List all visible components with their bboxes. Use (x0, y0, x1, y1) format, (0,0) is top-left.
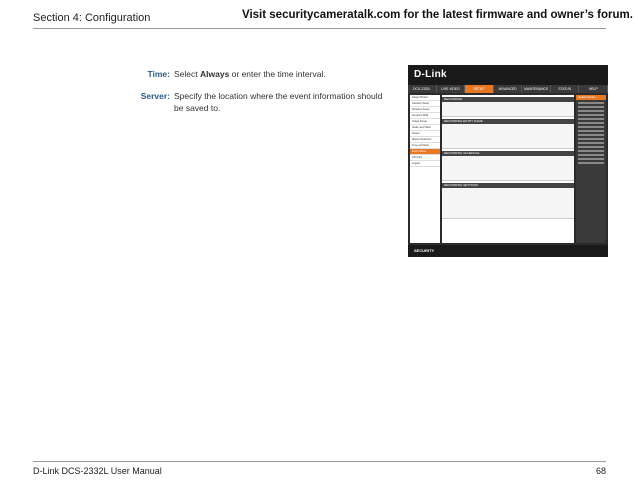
footer-divider (33, 461, 606, 462)
panel-body (442, 102, 574, 117)
side-item: Image Setup (410, 119, 440, 125)
definition-term: Time: (147, 69, 170, 79)
side-item: Network Setup (410, 101, 440, 107)
side-item: Audio and Video (410, 125, 440, 131)
page-number: 68 (595, 466, 606, 476)
side-item-active: Event Setup (410, 149, 440, 155)
nav-item: HELP (579, 85, 608, 93)
nav-item: STATUS (551, 85, 580, 93)
dlink-logo: D-Link (414, 69, 447, 80)
side-item: Dynamic DNS (410, 113, 440, 119)
panel-header: RECORDING (442, 97, 574, 102)
nav-item: DCS-2332L (408, 85, 437, 93)
nav-item: LIVE VIDEO (437, 85, 466, 93)
nav-item: ADVANCED (494, 85, 523, 93)
definition-description: Select Always or enter the time interval. (174, 69, 326, 79)
camera-ui-screenshot (408, 65, 608, 257)
screenshot-help (576, 95, 606, 243)
header-divider (33, 28, 606, 29)
nav-item-active: SETUP (465, 85, 494, 93)
screenshot-nav (408, 85, 608, 93)
screenshot-sidebar (410, 95, 440, 243)
nav-item: MAINTENANCE (522, 85, 551, 93)
side-item: Time and Date (410, 143, 440, 149)
visit-banner: Visit securitycameratalk.com for the latest firmware and owner’s forum. (242, 9, 633, 21)
side-item: SD Card (410, 155, 440, 161)
side-item: Wireless Setup (410, 107, 440, 113)
screenshot-main (442, 95, 574, 243)
panel-header: RECORDING SETTINGS (442, 183, 574, 188)
panel-body (442, 156, 574, 181)
side-item: Motion Detection (410, 137, 440, 143)
side-item: Logout (410, 161, 440, 167)
panel-header: RECORDING ENTRY NAME (442, 119, 574, 124)
side-item: Setup Wizard (410, 95, 440, 101)
section-label: Section 4: Configuration (33, 12, 151, 24)
panel-body (442, 124, 574, 149)
screenshot-footer (408, 245, 608, 257)
footer-label: SECURITY (414, 248, 435, 253)
manual-title: D-Link DCS-2332L User Manual (33, 466, 162, 476)
panel-header: RECORDING SCHEDULE (442, 151, 574, 156)
definition-term: Server: (140, 91, 170, 101)
side-item: Preset (410, 131, 440, 137)
help-title: Helpful Hints.. (576, 95, 606, 100)
panel-body (442, 188, 574, 219)
definition-description: Specify the location where the event information should be saved to. (174, 91, 383, 113)
screenshot-header (408, 65, 608, 85)
